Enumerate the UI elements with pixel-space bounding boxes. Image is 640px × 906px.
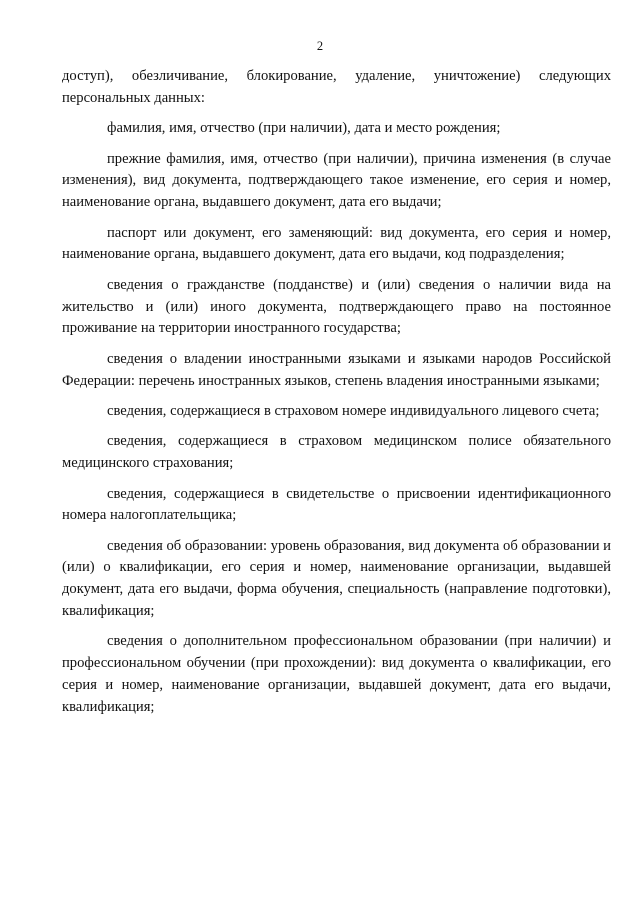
paragraph-tax-id: сведения, содержащиеся в свидетельстве о присвоении идентификационного номера налогоплательщика; — [62, 485, 611, 524]
paragraph-continuation: доступ), обезличивание, блокирование, удаление, уничтожение) следующих персональных данных: — [62, 68, 611, 106]
paragraph-citizenship: сведения о гражданстве (подданстве) и (или) сведения о наличии вида на жительство и (или) иного документа, подтверждающего право на постоянное проживание на территории иностранного государства; — [62, 276, 611, 337]
paragraph-additional-education: сведения о дополнительном профессиональном образовании (при наличии) и профессиональном обучении (при прохождении): вид документа о квалификации, его серия и номер, наименование организации, выдавшей документ, дата его выдачи, квалификация; — [62, 633, 611, 715]
paragraph-passport: паспорт или документ, его заменяющий: вид документа, его серия и номер, наименование органа, выдавшего документ, дата его выдачи, код подразделения; — [62, 224, 611, 263]
paragraph-full-name: фамилия, имя, отчество (при наличии), дата и место рождения; — [107, 120, 501, 137]
paragraph-insurance-number: сведения, содержащиеся в страховом номере индивидуального лицевого счета; — [107, 402, 600, 419]
paragraph-education: сведения об образовании: уровень образования, вид документа об образовании и (или) о квалификации, его серия и номер, наименование организации, выдавшей документ, дата его выдачи, форма обучения, специальность (направление подготовки), квалификация; — [62, 537, 611, 620]
document-body — [62, 66, 611, 727]
paragraph-previous-names: прежние фамилия, имя, отчество (при наличии), причина изменения (в случае изменения), вид документа, подтверждающего такое изменение, его серия и номер, наименование органа, выдавшего документ, дата его выдачи; — [62, 150, 611, 211]
paragraph-languages: сведения о владении иностранными языками и языками народов Российской Федерации: перечень иностранных языков, степень владения иностранными языками; — [62, 350, 611, 389]
page-number: 2 — [316, 39, 324, 53]
paragraph-medical-policy: сведения, содержащиеся в страховом медицинском полисе обязательного медицинского страхования; — [62, 433, 611, 472]
